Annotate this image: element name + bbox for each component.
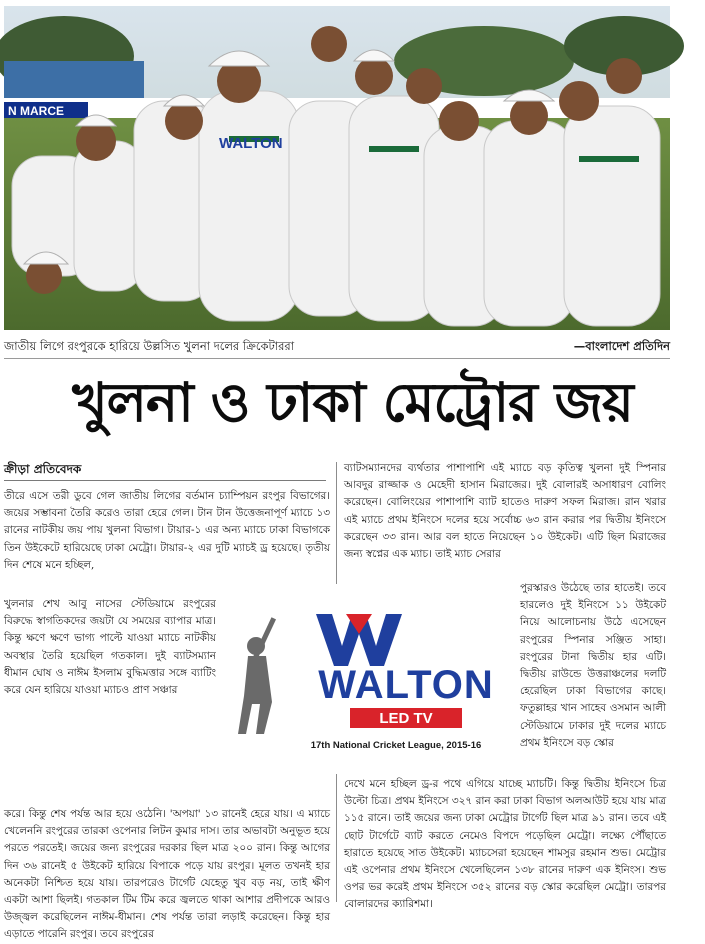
article-column-left-bottom: [4, 806, 330, 941]
article-paragraph-2: খুলনার শেখ আবু নাসের স্টেডিয়ামে রংপুরের বিরুদ্ধে স্বাগতিকদের জয়টা যে সময়ের ব্যাপার মাত্র। কিন্তু ক্ষণে ক্ষণে ভাগ্য পাল্টে যাওয়া ম্যাচে নাটকীয় অবস্থার তৈরি হয়েছিল গতকাল। দুই ব্যাটসম্যান ধীমান ঘোষ ও নাঈম ইসলাম বুদ্ধিমত্তার সঙ্গে ব্যাটিং করে যেন হারিয়ে যাওয়া ম্যাচও প্রাণ সঞ্চার: [4, 598, 216, 697]
batsman-icon: [238, 617, 276, 734]
side-banner-text: N MARCE: [8, 104, 64, 118]
ad-graphic: [216, 584, 516, 774]
walton-advertisement: [216, 584, 516, 774]
article-column-left-mid: [4, 596, 216, 806]
photo-caption-row: [4, 336, 670, 359]
ad-product: LED TV: [379, 710, 433, 727]
walton-w-logo-icon: [316, 614, 402, 666]
article-paragraph-1: তীরে এসে তরী ডুবে গেল জাতীয় লিগের বর্তমান চ্যাম্পিয়ন রংপুর বিভাগের। জয়ের সম্ভাবনা তৈরি করেও তারা হেরে গেল। টান টান উত্তেজনাপূর্ণ ম্যাচে ১৩ রানের নাটকীয় জয় পায় খুলনা বিভাগ। টায়ার-১ এর অন্য ম্যাচে ঢাকা বিভাগকে তিন উইকেটে হারিয়েছে ঢাকা মেট্রো। টায়ার-২ এর দুটি ম্যাচই ড্র হয়েছে। তৃতীয় দিন শেষে মনে হচ্ছিল,: [4, 490, 330, 571]
article-column-left-top: [4, 488, 330, 596]
byline: ক্রীড়া প্রতিবেদক: [4, 460, 326, 481]
headline: খুলনা ও ঢাকা মেট্রোর জয়: [72, 371, 633, 434]
article-column-right-bottom: [344, 776, 666, 911]
article-paragraph-4: ব্যাটসম্যানদের ব্যর্থতার পাশাপাশি এই ম্যাচে বড় কৃতিত্ব খুলনা দুই স্পিনার আবদুর রাজ্জাক ও মেহেদী হাসান মিরাজের। দুই বোলারই অসাধারণ বোলিং করেছেন। বোলিংয়ের পাশাপাশি ব্যাট হাতেও দারুণ সফল মিরাজ। রান খরার এই ম্যাচে প্রথম ইনিংসে দলের হয়ে সর্বোচ্চ ৬৩ রান করার পর দ্বিতীয় ইনিংসে করেছেন ৩৩ রান। আর বল হাতে নিয়েছেন ১০ উইকেট। এটি ছিল মিরাজের জন্য স্বপ্নের এক ম্যাচ। তাই ম্যাচ সেরার: [344, 462, 666, 561]
article-paragraph-3: করে। কিন্তু শেষ পর্যন্ত আর হয়ে ওঠেনি। 'অপয়া' ১৩ রানেই হেরে যায়। এ ম্যাচে খেলেননি রংপুরের তারকা ওপেনার লিটন কুমার দাস। তার অভাবটা অনুভূত হয়ে পরতে পরতেই। জয়ের জন্য রংপুরের দরকার ছিল মাত্র ২০০ রান। কিন্তু আগের দিন ৩৬ রানেই ৫ উইকেট হারিয়ে বিপাকে পড়ে যায় রংপুর। মূলত তখনই হার অনেকটা নিশ্চিত হয়ে যায়। তারপরেও টার্গেট যেহেতু খুব বড় নয়, তাই ক্ষীণ একটা আশা ছিলই। গতকাল টিম টিম করে জ্বলতে থাকা আশার প্রদীপকে আরও উজ্জ্বল করেছিলেন নাঈম-ধীমান। শেষ পর্যন্ত তারা লড়াই করেছেন। কিন্তু হার এড়াতে পারেনি রংপুর। তবে রংপুরের: [4, 808, 330, 941]
celebration-image: [4, 6, 670, 330]
ad-tagline: 17th National Cricket League, 2015-16: [310, 740, 482, 751]
article-paragraph-5: পুরস্কারও উঠেছে তার হাতেই। তবে হারলেও দুই ইনিংসে ১১ উইকেট নিয়ে আলোচনায় উঠে এসেছেন রংপুরের স্পিনার সঞ্জিত সাহা। রংপুরের টানা দ্বিতীয় হার এটি। দ্বিতীয় রাউন্ডে উত্তরাঞ্চলের দলটি হেরেছিল ঢাকা বিভাগের কাছে। ফতুল্লাহর খান সাহেব ওসমান আলী স্টেডিয়ামে ঢাকার দুই দলের ম্যাচে প্রথম ইনিংসে বড় স্কোর: [520, 582, 666, 749]
article-column-right-mid: [520, 580, 666, 768]
photo-caption: জাতীয় লিগে রংপুরকে হারিয়ে উল্লসিত খুলনা দলের ক্রিকেটাররা: [4, 339, 295, 353]
photo-credit: —বাংলাদেশ প্রতিদিন: [573, 339, 670, 353]
article-paragraph-6: দেখে মনে হচ্ছিল ড্র-র পথে এগিয়ে যাচ্ছে ম্যাচটি। কিন্তু দ্বিতীয় ইনিংসে চিত্র উল্টো চিত্র। প্রথম ইনিংসে ৩২৭ রান করা ঢাকা বিভাগ অলআউট হয়ে যায় মাত্র ১১৫ রানে। তাই জয়ের জন্য ঢাকা মেট্রোর টার্গেট ছিল মাত্র ৯১ রান। তবে এই ছোট টার্গেটে ব্যাট করতে নেমেও বিপদে পড়েছিল মেট্রো। লক্ষ্যে পৌঁছাতে হারাতে হয়েছে সাত উইকেট। ম্যাচসেরা হয়েছেন শামসুর রহমান শুভ। মেট্রোর এই ওপেনার প্রথম ইনিংসে খেলেছিলেন ১৩৮ রানের দারুণ এক ইনিংস। শুভ ওপর ভর করেই প্রথম ইনিংসে ৩৫২ রানের বড় স্কোর করেছিল মেট্রো। তারপর বোলারদের ক্যারিশমা।: [344, 778, 666, 911]
team-photo: [4, 6, 670, 330]
jersey-logo-text: WALTON: [219, 135, 283, 152]
article-column-right-top: [344, 460, 666, 580]
ad-brand: WALTON: [318, 663, 494, 707]
